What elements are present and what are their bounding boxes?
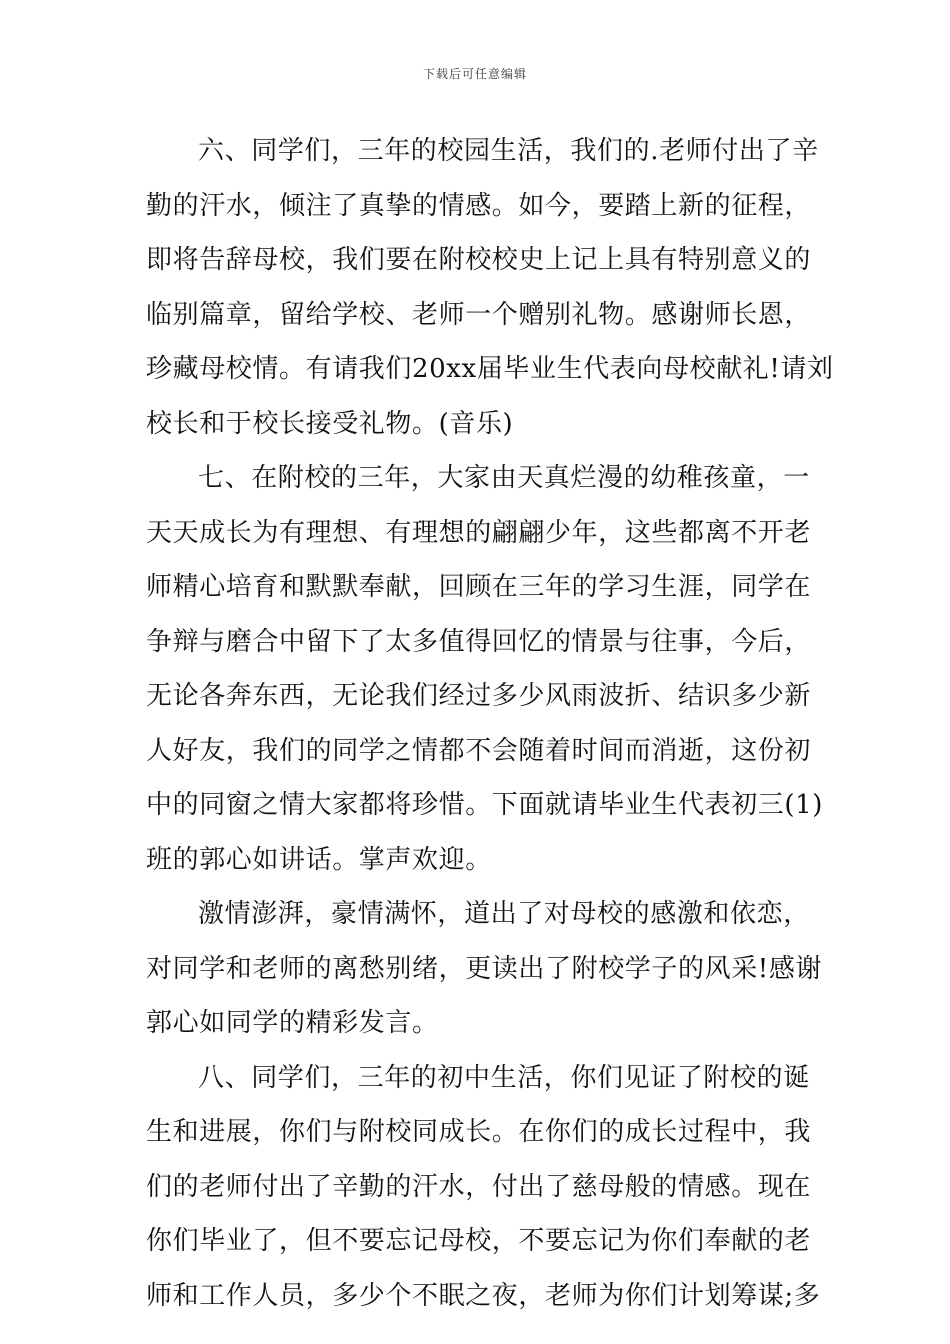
text-line: 无论各奔东西，无论我们经过多少风雨波折、结识多少新 xyxy=(146,681,812,711)
text-line: 中的同窗之情大家都将珍惜。下面就请毕业生代表初三(1) xyxy=(146,790,824,820)
text-line: 临别篇章，留给学校、老师一个赠别礼物。感谢师长恩， xyxy=(146,299,812,330)
text-line: 校长和于校长接受礼物。(音乐) xyxy=(146,408,514,439)
text-line: 七、在附校的三年，大家由天真烂漫的幼稚孩童，一 xyxy=(198,463,810,493)
text-line: 激情澎湃，豪情满怀，道出了对母校的感激和依恋， xyxy=(198,899,810,929)
text-line: 班的郭心如讲话。掌声欢迎。 xyxy=(146,844,492,875)
text-line: 勤的汗水，倾注了真挚的情感。如今，要踏上新的征程， xyxy=(146,190,812,221)
text-line: 六、同学们，三年的校园生活，我们的.老师付出了辛 xyxy=(198,136,819,166)
text-line: 师精心培育和默默奉献，回顾在三年的学习生涯，同学在 xyxy=(146,572,812,602)
text-line: 人好友，我们的同学之情都不会随着时间而消逝，这份初 xyxy=(146,735,812,766)
text-line: 们的老师付出了辛勤的汗水，付出了慈母般的情感。现在 xyxy=(146,1171,812,1202)
text-line: 即将告辞母校，我们要在附校校史上记上具有特别意义的 xyxy=(146,245,812,275)
text-line: 天天成长为有理想、有理想的翩翩少年，这些都离不开老 xyxy=(146,517,812,548)
text-line: 八、同学们，三年的初中生活，你们见证了附校的诞 xyxy=(198,1062,810,1093)
paragraph-seven xyxy=(146,451,824,887)
text-line: 争辩与磨合中留下了太多值得回忆的情景与往事，今后， xyxy=(146,626,812,657)
paragraph-speech-thanks xyxy=(146,887,823,1051)
text-line: 你们毕业了，但不要忘记母校，不要忘记为你们奉献的老 xyxy=(146,1226,812,1256)
text-line: 对同学和老师的离愁别绪，更读出了附校学子的风采!感谢 xyxy=(146,953,823,984)
text-line: 珍藏母校情。有请我们20xx届毕业生代表向母校献礼!请刘 xyxy=(146,354,834,384)
text-line: 郭心如同学的精彩发言。 xyxy=(146,1008,439,1038)
page-header: 下载后可任意编辑 xyxy=(422,67,527,81)
text-line: 生和进展，你们与附校同成长。在你们的成长过程中，我 xyxy=(146,1117,812,1147)
paragraph-eight xyxy=(146,1051,821,1324)
text-line: 师和工作人员，多少个不眠之夜，老师为你们计划筹谋;多 xyxy=(146,1280,821,1311)
paragraph-six xyxy=(146,124,834,451)
document-body xyxy=(146,124,834,1323)
